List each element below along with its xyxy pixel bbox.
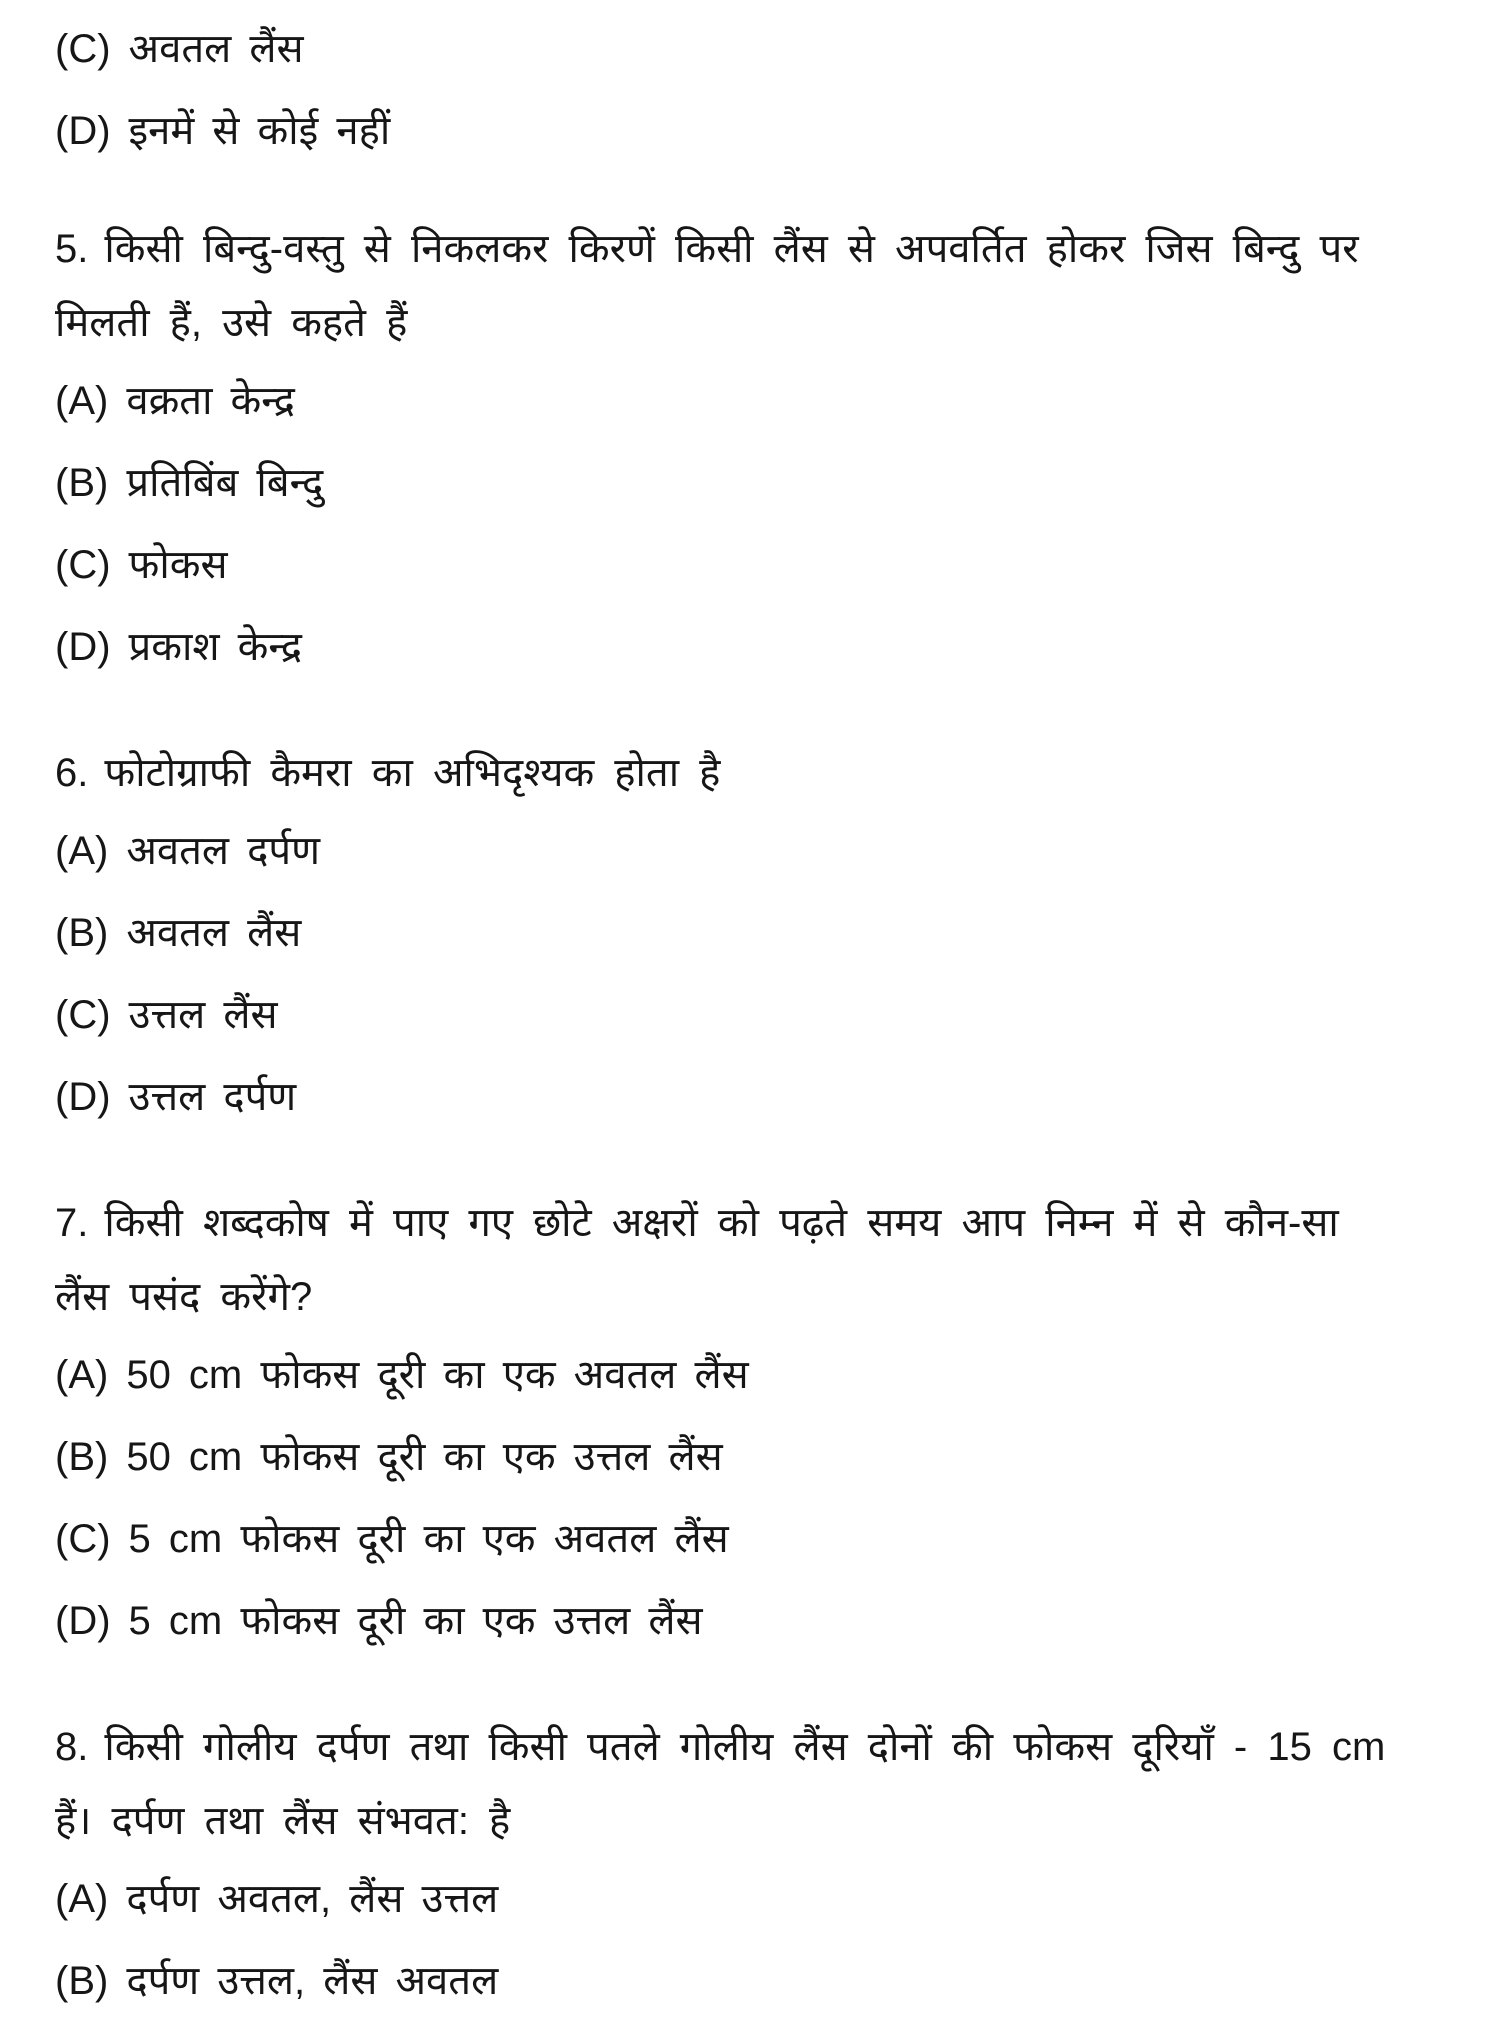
question-text xyxy=(55,1186,1460,1334)
option-row-b xyxy=(55,1940,1460,2022)
option-row-a xyxy=(55,1858,1460,1940)
option-text: प्रकाश केन्द्र xyxy=(128,625,303,669)
option-label: (B) xyxy=(55,461,109,505)
option-label: (D) xyxy=(55,1599,111,1643)
option-label: (B) xyxy=(55,911,109,955)
question-block-8 xyxy=(55,1710,1460,2022)
options-list xyxy=(55,1334,1460,1662)
question-text-line xyxy=(55,212,1460,286)
option-text: उत्तल दर्पण xyxy=(128,1075,297,1119)
options-list xyxy=(55,1858,1460,2022)
option-row-d xyxy=(55,1056,1460,1138)
option-text: प्रतिबिंब बिन्दु xyxy=(126,461,324,505)
question-text xyxy=(55,1710,1460,1858)
carryover-option-c xyxy=(55,8,1460,90)
option-row-a xyxy=(55,1334,1460,1416)
option-text: उत्तल लैंस xyxy=(128,993,278,1037)
option-text: अवतल लैंस xyxy=(126,911,302,955)
question-number: 6. xyxy=(55,751,89,795)
question-text-line: लैंस पसंद करेंगे? xyxy=(55,1275,313,1319)
option-label: (C) xyxy=(55,27,111,71)
option-row-b xyxy=(55,1416,1460,1498)
option-label: (B) xyxy=(55,1959,109,2003)
question-line-text: किसी बिन्दु-वस्तु से निकलकर किरणें किसी लैंस से अपवर्तित होकर जिस बिन्दु पर xyxy=(104,227,1359,271)
question-text-line: हैं। दर्पण तथा लैंस संभवत: है xyxy=(55,1799,511,1843)
question-number: 7. xyxy=(55,1201,89,1245)
question-number: 5. xyxy=(55,227,89,271)
question-line-text: किसी शब्दकोष में पाए गए छोटे अक्षरों को पढ़ते समय आप निम्न में से कौन-सा xyxy=(104,1201,1339,1245)
question-text-line xyxy=(55,1710,1460,1784)
option-label: (C) xyxy=(55,543,111,587)
question-block-7 xyxy=(55,1186,1460,1662)
option-text: वक्रता केन्द्र xyxy=(126,379,295,423)
option-text: 5 cm फोकस दूरी का एक अवतल लैंस xyxy=(128,1517,729,1561)
question-line-text: फोटोग्राफी कैमरा का अभिदृश्यक होता है xyxy=(104,751,721,795)
option-row-a xyxy=(55,810,1460,892)
option-label: (A) xyxy=(55,1877,109,1921)
option-row-a xyxy=(55,360,1460,442)
option-label: (B) xyxy=(55,1435,109,1479)
option-row-d xyxy=(55,606,1460,688)
option-row-b xyxy=(55,892,1460,974)
option-text: दर्पण उत्तल, लैंस अवतल xyxy=(126,1959,499,2003)
question-block-6 xyxy=(55,736,1460,1138)
option-text: अवतल लैंस xyxy=(128,27,304,71)
question-number: 8. xyxy=(55,1725,89,1769)
option-label: (D) xyxy=(55,1075,111,1119)
option-label: (A) xyxy=(55,379,109,423)
carryover-option-d xyxy=(55,90,1460,172)
option-text: 50 cm फोकस दूरी का एक उत्तल लैंस xyxy=(126,1435,723,1479)
options-list xyxy=(55,810,1460,1138)
question-line-text: किसी गोलीय दर्पण तथा किसी पतले गोलीय लैंस दोनों की फोकस दूरियाँ - 15 cm xyxy=(104,1725,1386,1769)
question-text xyxy=(55,736,1460,810)
question-text-line: मिलती हैं, उसे कहते हैं xyxy=(55,301,408,345)
option-text: अवतल दर्पण xyxy=(126,829,321,873)
option-label: (C) xyxy=(55,1517,111,1561)
question-text xyxy=(55,212,1460,360)
option-text: इनमें से कोई नहीं xyxy=(128,109,391,153)
option-text: 5 cm फोकस दूरी का एक उत्तल लैंस xyxy=(128,1599,703,1643)
options-list xyxy=(55,360,1460,688)
question-text-line xyxy=(55,736,1460,810)
option-row-c xyxy=(55,974,1460,1056)
option-row-c xyxy=(55,524,1460,606)
question-text-line xyxy=(55,1186,1460,1260)
option-label: (D) xyxy=(55,109,111,153)
carryover-options-group xyxy=(55,8,1460,172)
option-label: (D) xyxy=(55,625,111,669)
option-row-c xyxy=(55,1498,1460,1580)
option-label: (C) xyxy=(55,993,111,1037)
option-text: फोकस xyxy=(128,543,228,587)
question-block-5 xyxy=(55,212,1460,688)
option-label: (A) xyxy=(55,829,109,873)
option-row-b xyxy=(55,442,1460,524)
option-text: 50 cm फोकस दूरी का एक अवतल लैंस xyxy=(126,1353,749,1397)
option-text: दर्पण अवतल, लैंस उत्तल xyxy=(126,1877,499,1921)
option-row-d xyxy=(55,1580,1460,1662)
option-label: (A) xyxy=(55,1353,109,1397)
